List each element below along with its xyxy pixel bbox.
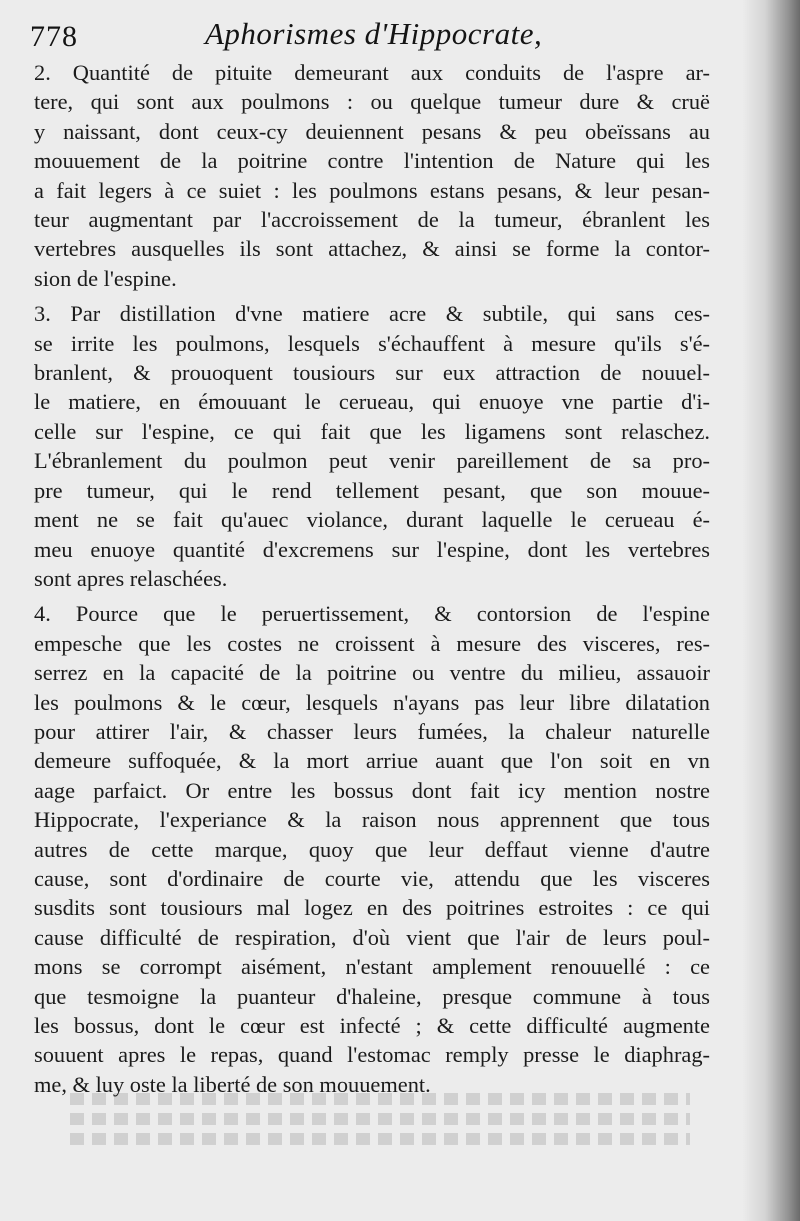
page-edge-shadow [742, 0, 800, 1221]
text-line: se irrite les poulmons, lesquels s'échauffent à mesure qu'ils s'é- [34, 330, 710, 356]
text-line: mouuement de la poitrine contre l'intention de Nature qui les [34, 148, 710, 174]
text-line: tere, qui sont aux poulmons : ou quelque tumeur dure & cruë [34, 89, 710, 115]
text-line: que tesmoigne la puanteur d'haleine, presque commune à tous [34, 983, 710, 1009]
text-line: 2. Quantité de pituite demeurant aux conduits de l'aspre ar- [34, 60, 710, 85]
text-line: aage parfaict. Or entre les bossus dont fait icy mention nostre [34, 777, 710, 803]
text-line: branlent, & prouoquent tousiours sur eux attraction de nouuel- [34, 360, 710, 386]
text-line: teur augmentant par l'accroissement de la tumeur, ébranlent les [34, 207, 710, 233]
text-line: empesche que les costes ne croissent à mesure des visceres, res- [34, 630, 710, 656]
text-line: sont apres relaschées. [34, 565, 228, 591]
page-number: 778 [30, 20, 78, 53]
text-line: y naissant, dont ceux-cy deuiennent pesans & peu obeïssans au [34, 118, 710, 144]
text-line: le matiere, en émouuant le cerueau, qui enuoye vne partie d'i- [34, 389, 710, 415]
text-line: ment ne se fait qu'auec violance, durant laquelle le cerueau é- [34, 507, 710, 533]
text-line: les bossus, dont le cœur est infecté ; & cette difficulté augmente [34, 1013, 710, 1038]
page-header [30, 14, 590, 58]
paragraph-4 [34, 599, 710, 1099]
text-line: a fait legers à ce suiet : les poulmons estans pesans, & leur pesan- [34, 177, 710, 203]
paragraph-2 [34, 58, 710, 293]
text-line: meu enuoye quantité d'excremens sur l'espine, dont les vertebres [34, 536, 710, 562]
text-line: demeure suffoquée, & la mort arriue auant que l'on soit en vn [34, 748, 710, 774]
text-line: cause, sont d'ordinaire de courte vie, attendu que les visceres [34, 865, 710, 891]
text-line: pre tumeur, qui le rend tellement pesant, que son mouue- [34, 477, 710, 503]
paragraph-3 [34, 299, 710, 593]
text-line: les poulmons & le cœur, lesquels n'ayans pas leur libre dilatation [34, 689, 710, 715]
text-line: celle sur l'espine, ce qui fait que les ligamens sont relaschez. [34, 418, 710, 444]
text-line: sion de l'espine. [34, 265, 177, 291]
text-line: me, & luy oste la liberté de son mouuement. [34, 1071, 431, 1097]
text-line: Hippocrate, l'experiance & la raison nous apprennent que tous [34, 807, 710, 833]
text-line: serrez en la capacité de la poitrine ou ventre du milieu, assauoir [34, 660, 710, 686]
text-line: 4. Pource que le peruertissement, & contorsion de l'espine [34, 601, 710, 627]
text-line: mons se corrompt aisément, n'estant amplement renouuellé : ce [34, 954, 710, 980]
text-line: souuent apres le repas, quand l'estomac remply presse le diaphrag- [34, 1042, 710, 1068]
running-head: Aphorismes d'Hippocrate, [205, 16, 543, 51]
text-line: cause difficulté de respiration, d'où vient que l'air de leurs poul- [34, 924, 710, 950]
text-line: 3. Par distillation d'vne matiere acre & subtile, qui sans ces- [34, 301, 710, 327]
body-text [34, 58, 710, 1099]
text-line: susdits sont tousiours mal logez en des poitrines estroites : ce qui [34, 895, 710, 921]
text-line: vertebres ausquelles ils sont attachez, & ainsi se forme la contor- [34, 236, 710, 262]
text-line: pour attirer l'air, & chasser leurs fumées, la chaleur naturelle [34, 718, 710, 744]
text-line: L'ébranlement du poulmon peut venir pareillement de sa pro- [34, 448, 710, 474]
text-line: autres de cette marque, quoy que leur deffaut vienne d'autre [34, 836, 710, 862]
